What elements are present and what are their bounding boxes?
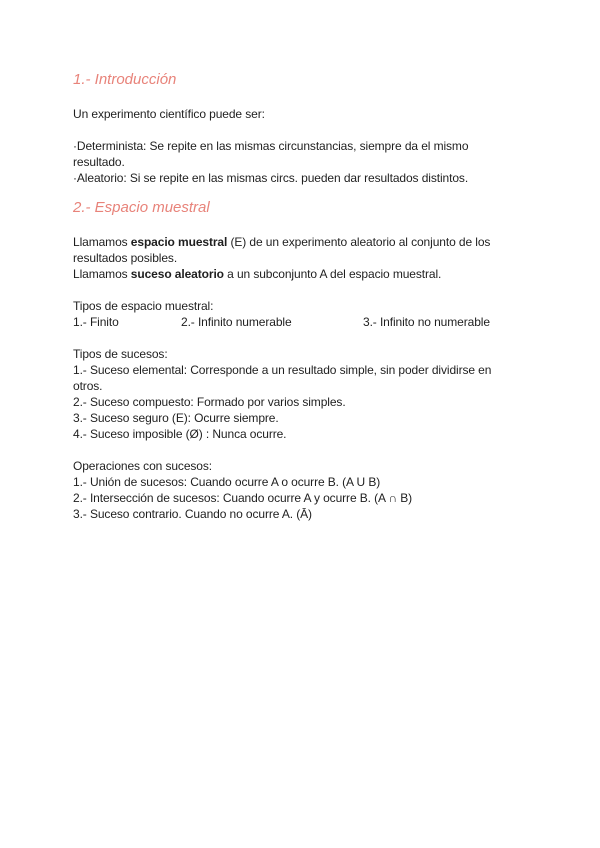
item-aleatorio: ·Aleatorio: Si se repite en las mismas circs. pueden dar resultados distintos. <box>73 171 469 185</box>
heading-espacio-muestral: 2.- Espacio muestral <box>73 199 210 216</box>
tipo-infinito-numerable: 2.- Infinito numerable <box>181 315 292 329</box>
item-determinista: ·Determinista: Se repite en las mismas circunstancias, siempre da el mismo resultado. <box>73 139 469 169</box>
heading-introduccion: 1.- Introducción <box>73 71 177 88</box>
suceso-imposible: 4.- Suceso imposible (Ø) : Nunca ocurre. <box>73 427 287 441</box>
operaciones-title: Operaciones con sucesos: <box>73 459 213 473</box>
tipos-espacio-row <box>73 314 513 330</box>
operacion-union: 1.- Unión de sucesos: Cuando ocurre A o ocurre B. (A U B) <box>73 475 381 489</box>
term-espacio-muestral: espacio muestral <box>130 235 228 249</box>
definition-body: (E) de un experimento aleatorio al conjunto de los resultados posibles. <box>73 235 491 265</box>
tipo-infinito-no-numerable: 3.- Infinito no numerable <box>363 315 490 329</box>
suceso-elemental: 1.- Suceso elemental: Corresponde a un resultado simple, sin poder dividirse en otros. <box>73 363 492 393</box>
tipos-espacio-title: Tipos de espacio muestral: <box>73 299 214 313</box>
term-suceso-aleatorio: suceso aleatorio <box>130 267 224 281</box>
operacion-contrario: 3.- Suceso contrario. Cuando no ocurre A. (Ā) <box>73 507 312 521</box>
suceso-seguro: 3.- Suceso seguro (E): Ocurre siempre. <box>73 411 279 425</box>
document-content <box>73 70 513 522</box>
operacion-interseccion: 2.- Intersección de sucesos: Cuando ocurre A y ocurre B. (A ∩ B) <box>73 491 413 505</box>
definition-prefix: Llamamos <box>73 267 131 281</box>
definition-prefix: Llamamos <box>73 235 131 249</box>
tipo-finito: 1.- Finito <box>73 315 119 329</box>
suceso-compuesto: 2.- Suceso compuesto: Formado por varios simples. <box>73 395 346 409</box>
tipos-sucesos-title: Tipos de sucesos: <box>73 347 168 361</box>
definition-body: a un subconjunto A del espacio muestral. <box>223 267 442 281</box>
definition-espacio-muestral <box>73 234 513 266</box>
definition-suceso-aleatorio <box>73 266 513 282</box>
intro-text: Un experimento científico puede ser: <box>73 107 265 121</box>
